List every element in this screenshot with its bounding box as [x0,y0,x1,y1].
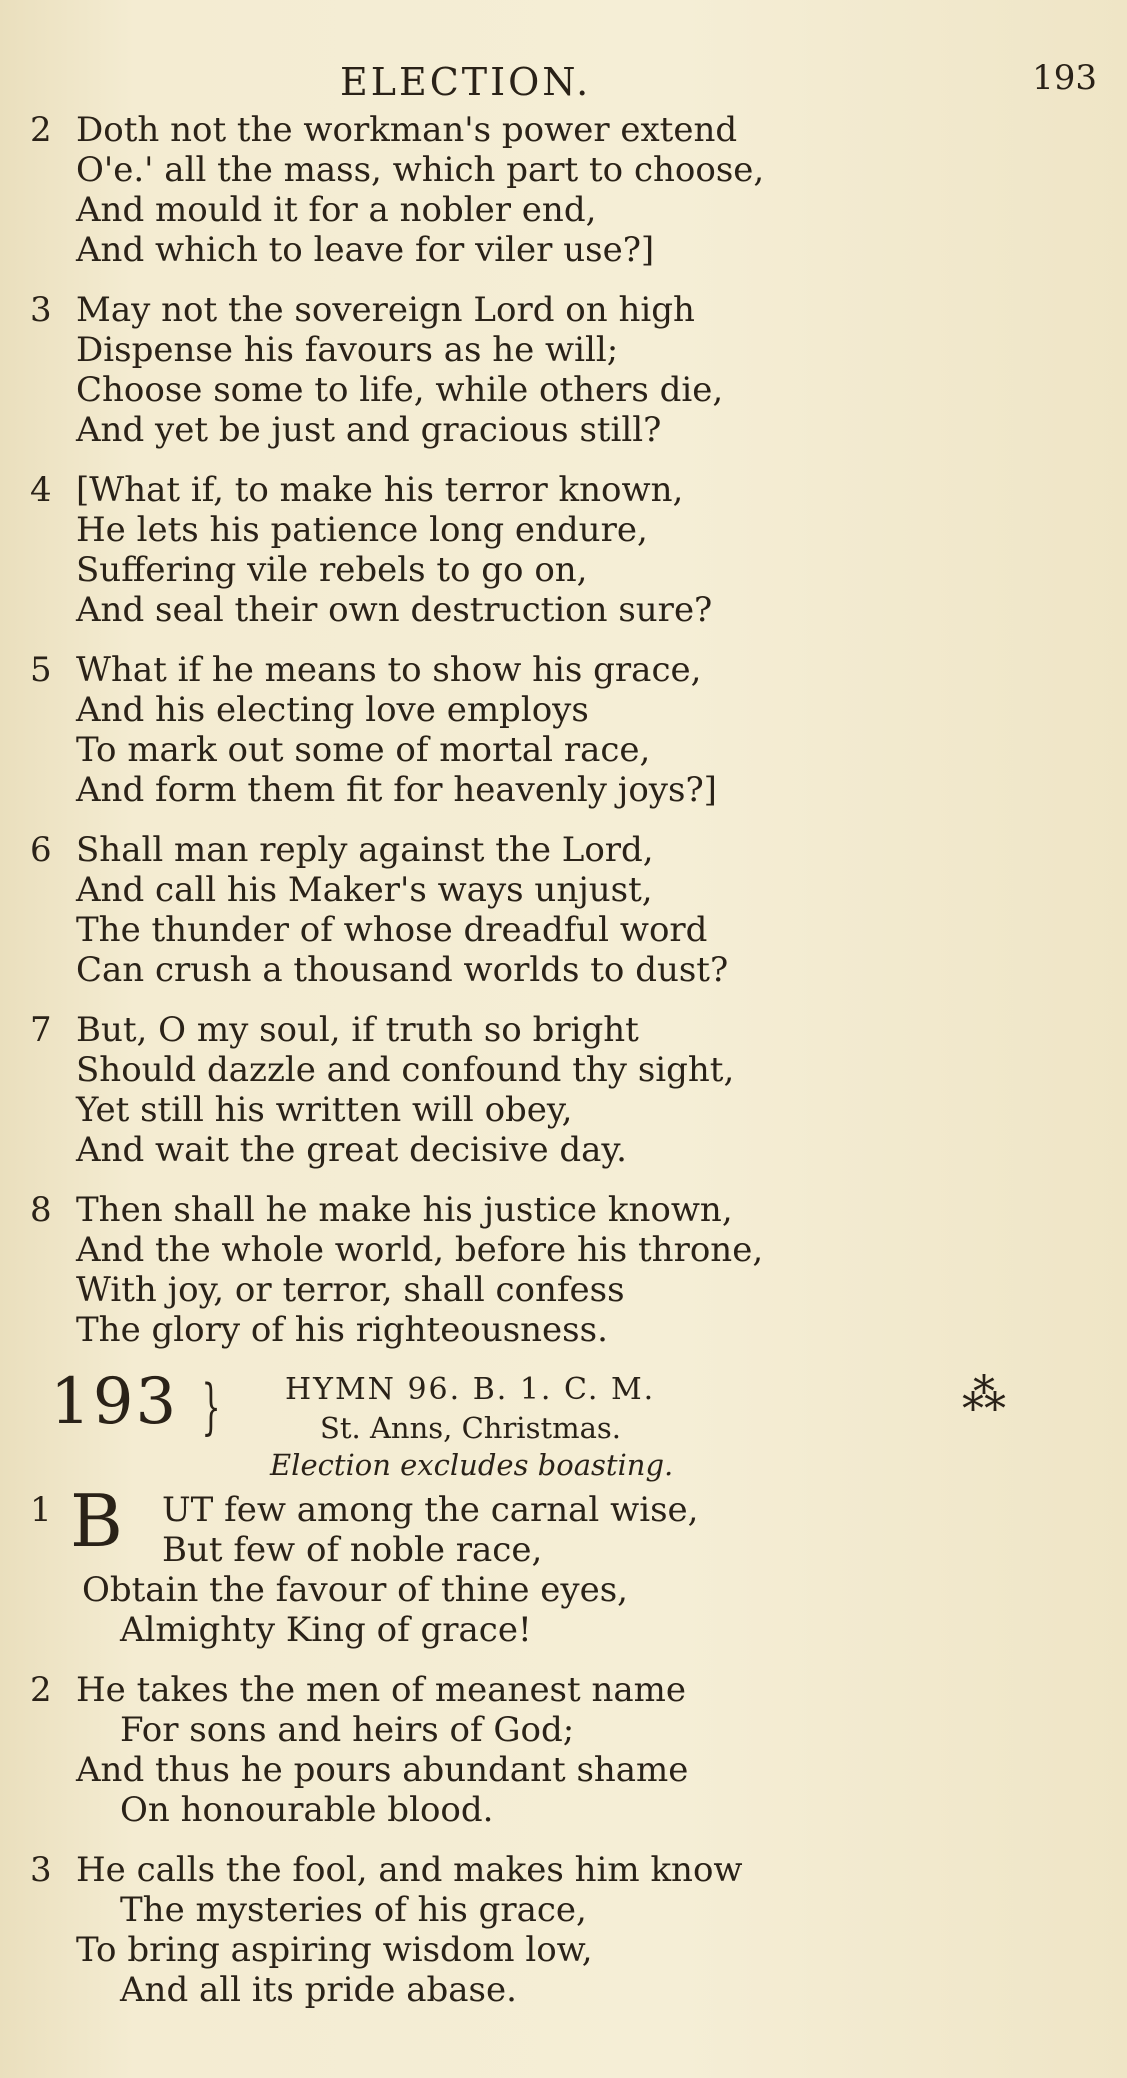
hymn-193-stanza-1 [30,1490,698,1650]
stanza-2 [30,110,764,270]
hymn-brace: } [201,1372,221,1442]
verse-line: But few of noble race, [162,1530,543,1570]
verse-line: And mould it for a nobler end, [76,190,597,230]
page-number: 193 [1032,58,1097,98]
verse-line: And yet be just and gracious still? [76,410,662,450]
hymn-193-stanza-2 [30,1670,688,1830]
verse-line: Obtain the favour of thine eyes, [82,1570,628,1610]
verse-line: What if he means to show his grace, [76,650,702,690]
verse-line: On honourable blood. [120,1790,494,1830]
verse-line: The glory of his righteousness. [76,1310,608,1350]
stanza-number: 2 [30,110,52,150]
hymn-tune: St. Anns, Christmas. [320,1411,622,1445]
verse-line: And which to leave for viler use?] [76,230,655,270]
verse-line: And thus he pours abundant shame [76,1750,689,1790]
stanza-number: 6 [30,830,52,870]
verse-line: And his electing love employs [76,690,589,730]
stanza-number: 5 [30,650,52,690]
stanza-number: 2 [30,1670,52,1710]
verse-line: May not the sovereign Lord on high [76,290,695,330]
hymn-subject: Election excludes boasting. [270,1448,674,1482]
verse-line: Doth not the workman's power extend [76,110,738,150]
stanza-8 [30,1190,763,1350]
verse-line: Suffering vile rebels to go on, [76,550,588,590]
verse-line: And the whole world, before his throne, [76,1230,764,1270]
verse-line: Dispense his favours as he will; [76,330,619,370]
running-head: ELECTION. [340,60,592,104]
verse-line: With joy, or terror, shall confess [76,1270,625,1310]
verse-line: UT few among the carnal wise, [162,1490,699,1530]
hymn-meta: HYMN 96. B. 1. C. M. [285,1372,656,1407]
verse-line: The thunder of whose dreadful word [76,910,708,950]
verse-line: To bring aspiring wisdom low, [76,1930,593,1970]
verse-line: The mysteries of his grace, [120,1890,587,1930]
verse-line: Should dazzle and confound thy sight, [76,1050,735,1090]
stanza-4 [30,470,712,630]
stanza-5 [30,650,717,810]
verse-line: Yet still his written will obey, [76,1090,573,1130]
verse-line: Almighty King of grace! [120,1610,532,1650]
stanza-7 [30,1010,734,1170]
stanza-number: 3 [30,1850,52,1890]
verse-line: He takes the men of meanest name [76,1670,687,1710]
verse-line: And seal their own destruction sure? [76,590,713,630]
verse-line: O'e.' all the mass, which part to choose, [76,150,765,190]
ornament-icon: ⁂ [962,1370,1006,1421]
stanza-number: 7 [30,1010,52,1050]
hymn-193-stanza-3 [30,1850,743,2010]
verse-line: Can crush a thousand worlds to dust? [76,950,729,990]
verse-line: And call his Maker's ways unjust, [76,870,653,910]
verse-line: He lets his patience long endure, [76,510,648,550]
verse-line: But, O my soul, if truth so bright [76,1010,639,1050]
stanza-3 [30,290,723,450]
verse-line: [What if, to make his terror known, [76,470,684,510]
stanza-number: 8 [30,1190,52,1230]
verse-line: And form them fit for heavenly joys?] [76,770,717,810]
verse-line: Then shall he make his justice known, [76,1190,733,1230]
stanza-number: 1 [30,1490,52,1530]
stanza-number: 3 [30,290,52,330]
drop-cap: B [70,1479,123,1563]
verse-line: Choose some to life, while others die, [76,370,724,410]
stanza-6 [30,830,728,990]
stanza-number: 4 [30,470,52,510]
hymn-number: 193 [50,1365,179,1439]
verse-line: And wait the great decisive day. [76,1130,627,1170]
verse-line: He calls the fool, and makes him know [76,1850,743,1890]
verse-line: To mark out some of mortal race, [76,730,651,770]
verse-line: Shall man reply against the Lord, [76,830,654,870]
verse-line: For sons and heirs of God; [120,1710,575,1750]
verse-line: And all its pride abase. [120,1970,517,2010]
